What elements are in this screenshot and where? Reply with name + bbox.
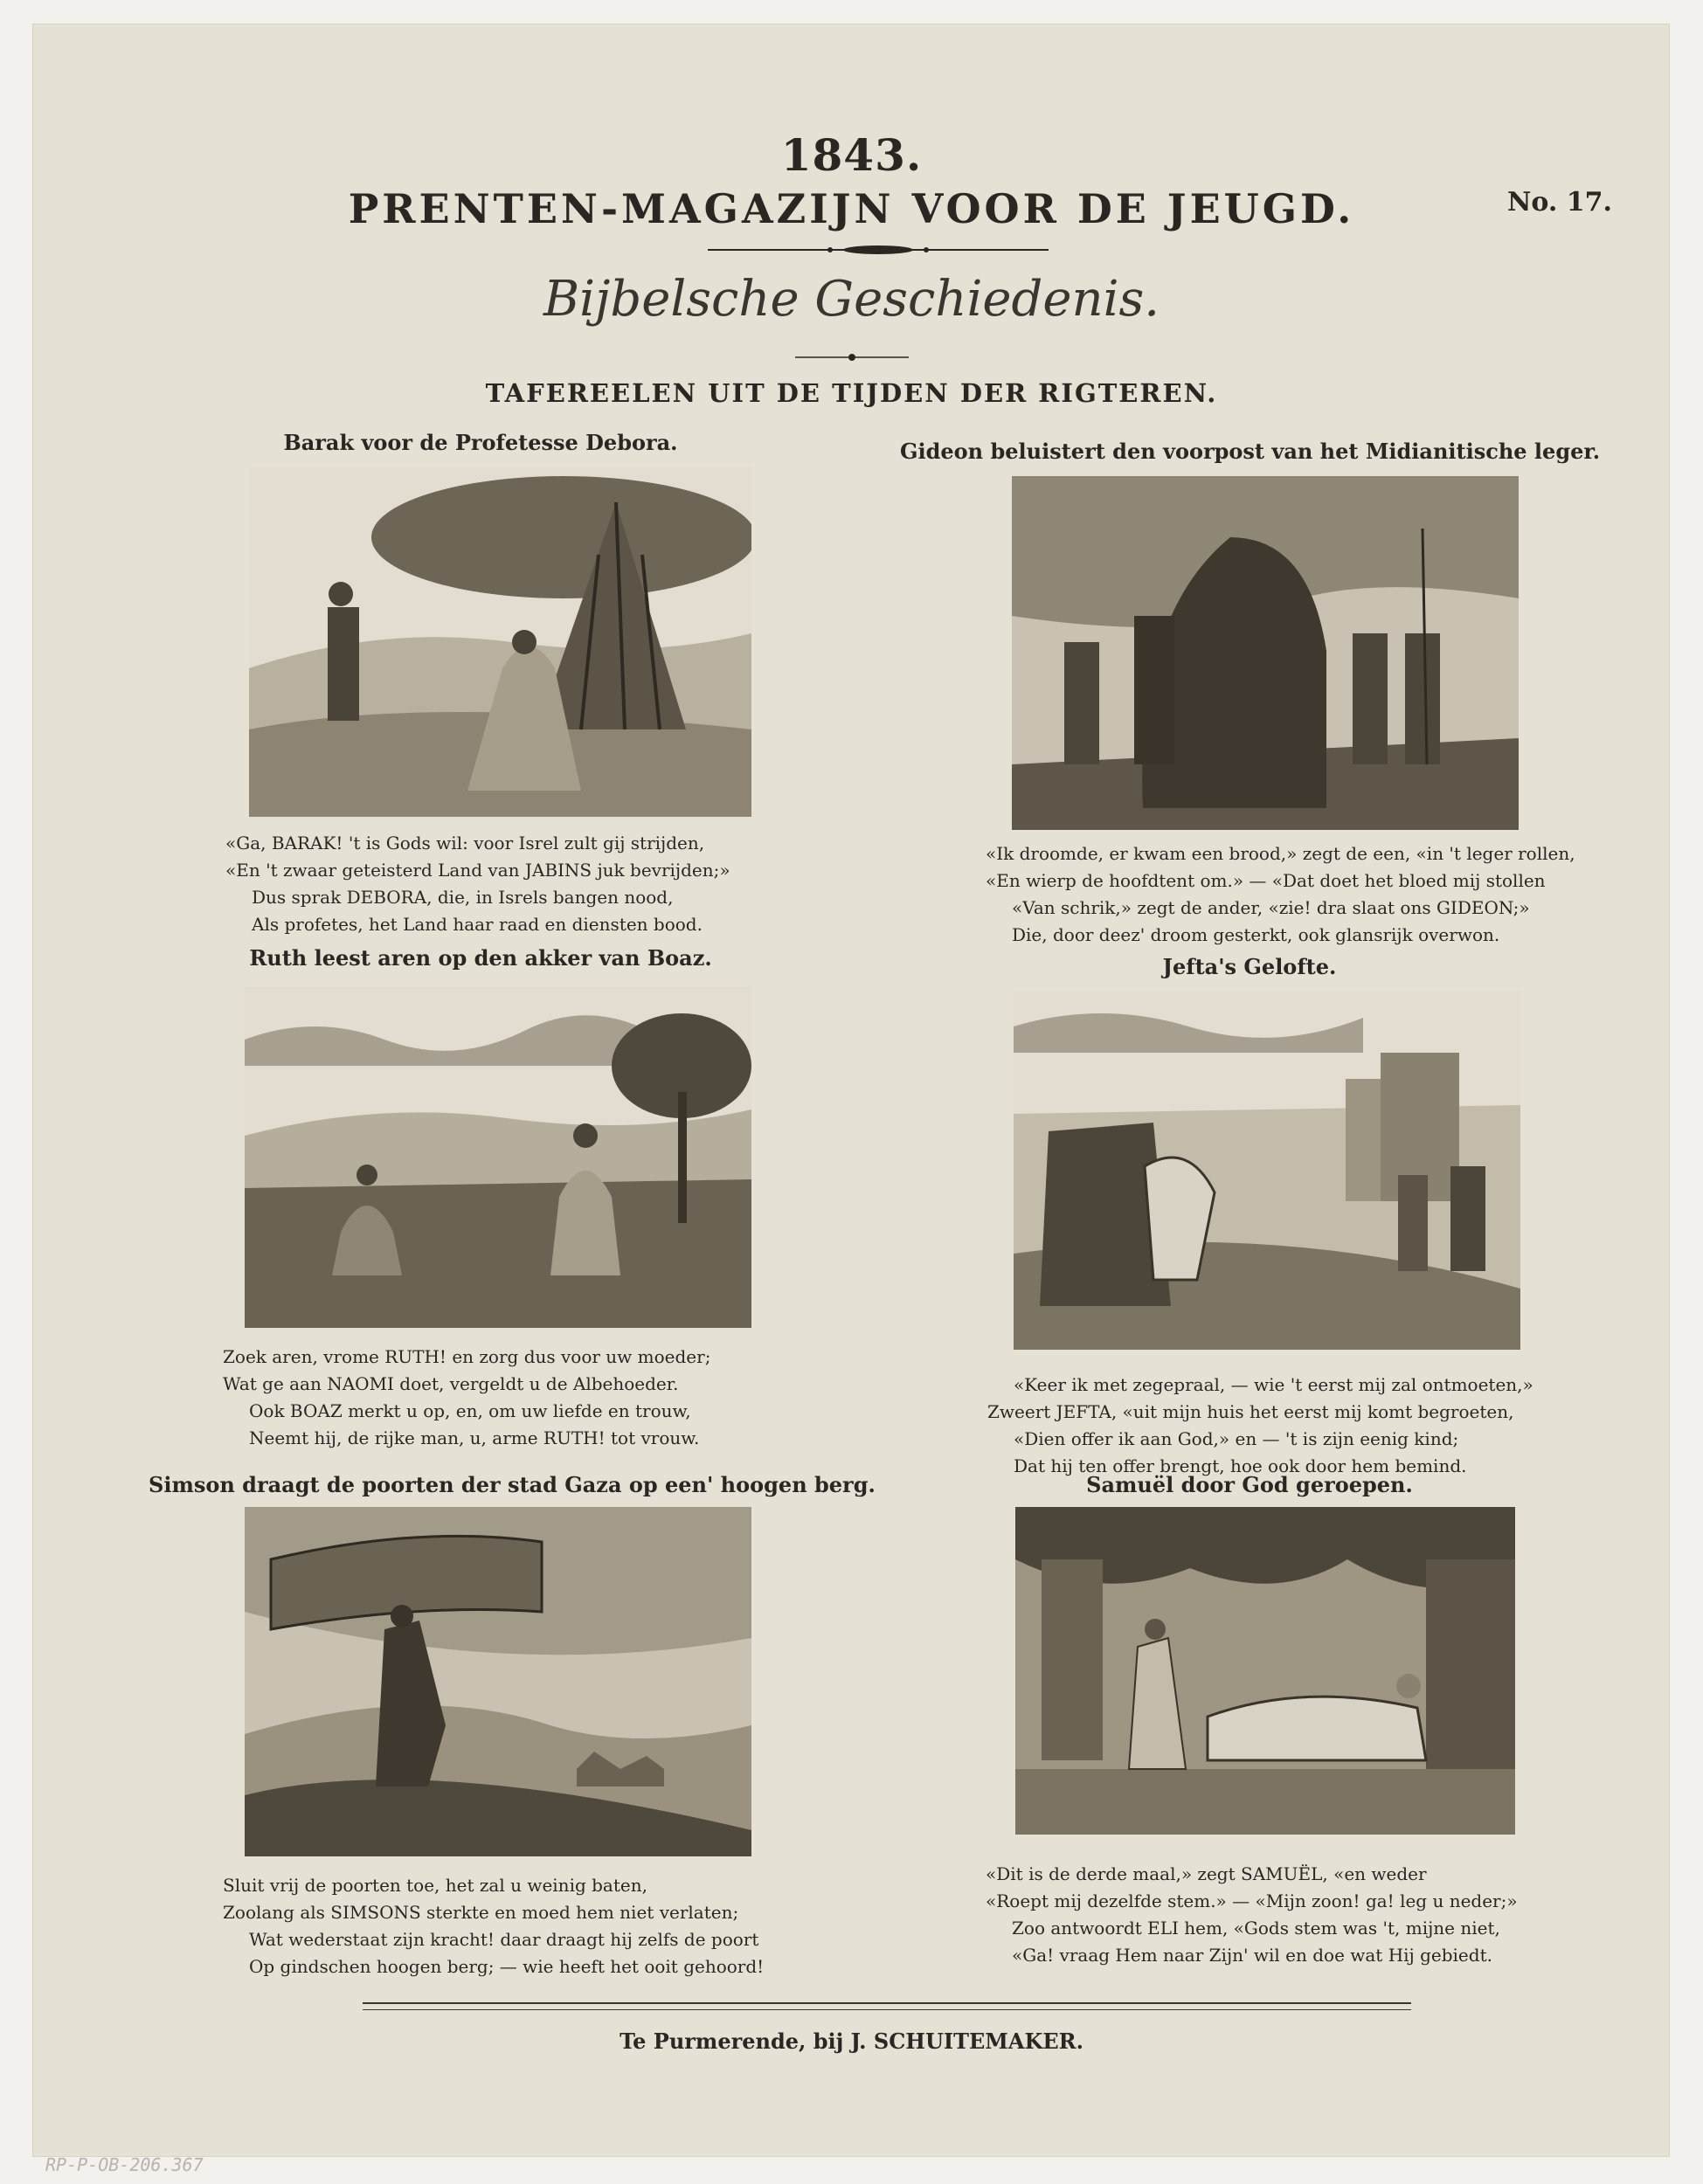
- engraving-samuel: [1015, 1507, 1515, 1835]
- verse-gideon: «Ik droomde, er kwam een brood,» zegt de een, «in 't leger rollen, «En wierp de hoofdtent om.» — «Dat doet het bloed mij stollen «Van schrik,» zegt de ander, «zie! dra slaat ons GIDEON;» Die, door deez' droom gesterkt, ook glansrijk overwon.: [986, 843, 1575, 945]
- scene-title-jefta: Jefta's Gelofte.: [1162, 954, 1337, 979]
- subtitle-blackletter: Bijbelsche Geschiedenis.: [543, 271, 1160, 328]
- verse-ruth: Zoek aren, vrome RUTH! en zorg dus voor uw moeder; Wat ge aan NAOMI doet, vergeldt u de Albehoeder. Ook BOAZ merkt u op, en, om uw liefde en trouw, Neemt hij, de rijke man, u, arme RUTH! tot vrouw.: [223, 1346, 711, 1448]
- engraving-jefta: [1014, 992, 1520, 1350]
- tent-scene-icon: [249, 467, 751, 817]
- scene-title-samuel: Samuël door God geroepen.: [1086, 1472, 1413, 1497]
- bedchamber-scene-icon: [1015, 1507, 1515, 1835]
- engraving-barak-debora: [249, 467, 751, 817]
- ornamental-rule-icon: [708, 243, 1049, 257]
- issue-number: No. 17.: [1507, 187, 1612, 218]
- section-heading: TAFEREELEN UIT DE TIJDEN DER RIGTEREN.: [485, 378, 1218, 408]
- verse-jefta: «Keer ik met zegepraal, — wie 't eerst mij zal ontmoeten,» Zweert JEFTA, «uit mijn huis het eerst mij komt begroeten, «Dien offer ik aan God,» en — 't is zijn eenig kind; Dat hij ten offer brengt, hoe ook door hem bemind.: [987, 1374, 1533, 1476]
- scene-title-simson: Simson draagt de poorten der stad Gaza op een' hoogen berg.: [149, 1472, 876, 1497]
- inventory-number: RP-P-OB-206.367: [45, 2154, 204, 2175]
- scene-title-barak: Barak voor de Profetesse Debora.: [283, 430, 678, 455]
- scene-title-ruth: Ruth leest aren op den akker van Boaz.: [249, 945, 712, 971]
- night-watch-scene-icon: [1012, 476, 1519, 830]
- harvest-field-scene-icon: [245, 987, 751, 1328]
- verse-barak: «Ga, BARAK! 't is Gods wil: voor Isrel zult gij strijden, «En 't zwaar geteisterd Land van JABINS juk bevrijden;» Dus sprak DEBORA, die, in Isrels bangen nood, Als profetes, het Land haar raad en diensten bood.: [225, 833, 730, 935]
- divider-star-icon: [795, 352, 909, 363]
- engraving-ruth-boaz: [245, 987, 751, 1328]
- verse-simson: Sluit vrij de poorten toe, het zal u weinig baten, Zoolang als SIMSONS sterkte en moed hem niet verlaten; Wat wederstaat zijn kracht! daar draagt hij zelfs de poort Op gindschen hoogen berg; — wie heeft het ooit gehoord!: [223, 1875, 765, 1977]
- returning-army-scene-icon: [1014, 992, 1520, 1350]
- engraving-gideon: [1012, 476, 1519, 830]
- publisher-line: Te Purmerende, bij J. SCHUITEMAKER.: [620, 2028, 1083, 2054]
- scene-title-gideon: Gideon beluistert den voorpost van het Midianitische leger.: [900, 439, 1601, 464]
- footer-double-rule: [363, 2002, 1411, 2010]
- city-gates-scene-icon: [245, 1507, 751, 1856]
- year-heading: 1843.: [780, 129, 923, 181]
- page-title: PRENTEN-MAGAZIJN VOOR DE JEUGD.: [348, 185, 1355, 232]
- engraving-simson: [245, 1507, 751, 1856]
- verse-samuel: «Dit is de derde maal,» zegt SAMUËL, «en weder «Roept mij dezelfde stem.» — «Mijn zoon! ga! leg u neder;» Zoo antwoordt ELI hem, «Gods stem was 't, mijne niet, «Ga! vraag Hem naar Zijn' wil en doe wat Hij gebiedt.: [986, 1863, 1518, 1966]
